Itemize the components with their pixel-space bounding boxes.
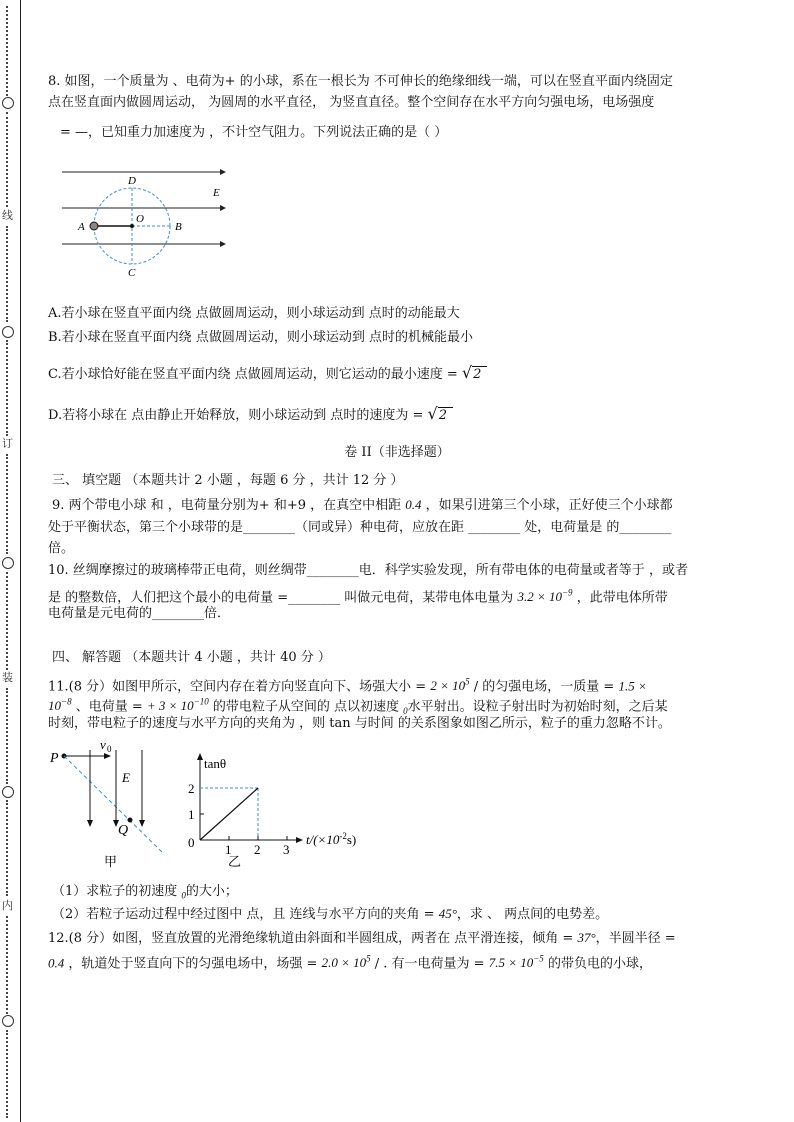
q12-text: ，半圆半径 =	[595, 931, 676, 946]
q8-option-c: C.若小球恰好能在竖直平面内绕 点做圆周运动，则它运动的最小速度 = √2	[48, 365, 487, 383]
q8-option-b: B.若小球在竖直平面内绕 点做圆周运动，则小球运动到 点时的机械能最小	[48, 330, 473, 345]
q12-field-exp: 5	[366, 954, 371, 964]
dotted-line	[6, 572, 10, 670]
xaxis-exp: -2	[339, 831, 347, 841]
dotted-line	[6, 226, 10, 322]
label-v0-sub: 0	[107, 744, 112, 754]
binding-hole-icon	[2, 557, 14, 569]
q12-text: 的带负电的小球，	[547, 956, 652, 972]
ytick-1: 1	[188, 807, 195, 822]
q10-charge-base: 3.2 × 10	[517, 589, 562, 605]
yaxis-label: tanθ	[204, 756, 227, 771]
q11-line1	[48, 674, 647, 695]
q12-line1	[48, 930, 676, 947]
binding-char-ding: 订	[2, 437, 13, 450]
q10-line2	[48, 585, 668, 606]
q11-sub1-text: （1）求粒子的初速度	[52, 884, 182, 899]
q10-charge-exp: −9	[561, 588, 573, 598]
q9-line2: 处于平衡状态，第三个小球带的是________（同或异）种电荷，应放在距 ________ 处，电荷量是 的________	[48, 520, 672, 535]
q11-charge	[147, 698, 209, 713]
q11-sub2-text: （2）若粒子运动过程中经过图中 点，且 连线与水平方向的夹角 =	[52, 907, 435, 922]
binding-hole-icon	[2, 326, 14, 338]
q9-text: ，如果引进第三个小球，正好使三个小球都	[425, 498, 673, 513]
xtick-1: 1	[225, 842, 232, 857]
q10-line1: 10. 丝绸摩擦过的玻璃棒带正电荷，则丝绸带________电．科学实验发现，所有带电体的电荷量或者等于 ，或者	[48, 563, 688, 578]
section4-title: 四、 解答题 （本题共计 4 小题 ，共计 40 分 ）	[52, 650, 331, 665]
q11-text: 的带电粒子从空间的 点以初速度	[212, 699, 404, 715]
q12-text: ，轨道处于竖直向下的匀强电场中，场强 =	[68, 956, 318, 972]
label-O: O	[136, 213, 144, 225]
q8-option-a: A.若小球在竖直平面内绕 点做圆周运动，则小球运动到 点时的动能最大	[48, 306, 460, 321]
q9-distance: 0.4	[405, 497, 422, 512]
figure-yi	[184, 750, 384, 870]
q8-line3: = —，已知重力加速度为 ，不计空气阻力。下列说法正确的是（ ）	[60, 125, 448, 140]
q11-field-exp: 5	[465, 677, 470, 687]
q11-mass-exp	[48, 698, 72, 713]
caption-jia: 甲	[104, 855, 118, 870]
label-D: D	[128, 175, 136, 187]
q12-radius: 0.4	[48, 955, 65, 971]
q11-mass-power: −8	[61, 697, 72, 707]
q11-text: 水平射出。设粒子射出时为初始时刻，之后某	[407, 699, 668, 715]
label-B: B	[175, 221, 182, 233]
label-A: A	[78, 221, 85, 233]
binding-char-zhuang: 装	[2, 671, 13, 684]
part2-title-text: 卷 II（非选择题）	[344, 445, 450, 460]
q12-field-base: 2.0 × 10	[321, 955, 367, 971]
q9-text: 9. 两个带电小球 和 ，电荷量分别为+ 和+9 ，在真空中相距	[52, 498, 402, 513]
binding-hole-icon	[2, 97, 14, 109]
q11-sub2-text: ，求 、 两点间的电势差。	[456, 907, 609, 922]
q12-line2	[48, 951, 652, 972]
q11-field-base: 2 × 10	[430, 678, 466, 694]
binding-char-xian: 线	[2, 209, 13, 222]
q10-charge	[517, 589, 572, 604]
dotted-line	[6, 688, 10, 784]
label-C: C	[128, 267, 136, 279]
section3-title: 三、 填空题 （本题共计 2 小题 ，每题 6 分 ，共计 12 分 ）	[52, 473, 404, 488]
q11-charge-base: + 3 × 10	[146, 698, 194, 714]
q12-charge	[489, 955, 544, 970]
dotted-line	[6, 6, 10, 96]
part2-title	[0, 445, 794, 461]
figure-jia	[44, 736, 179, 870]
q11-text: 、电荷量 =	[75, 699, 143, 715]
q12-text: / . 有一电荷量为 =	[374, 956, 485, 972]
q11-v0-sub: 0	[403, 705, 408, 716]
binding-margin	[0, 0, 21, 1122]
xaxis-unit: s)	[346, 832, 357, 847]
q11-angle: 45°	[438, 906, 457, 921]
dotted-line	[6, 1030, 10, 1118]
q11-field	[430, 678, 469, 693]
q8-line2: 点在竖直面内做圆周运动， 为圆周的水平直径， 为竖直直径。整个空间存在水平方向匀强电场，电场强度	[48, 95, 655, 110]
label-Q: Q	[118, 823, 129, 838]
xtick-3: 3	[283, 842, 290, 857]
q12-text: 12.(8 分）如图，竖直放置的光滑绝缘轨道由斜面和半圆组成，两者在 点平滑连接，倾角 =	[48, 931, 574, 946]
origin-label: 0	[188, 835, 195, 850]
ytick-2: 2	[188, 781, 195, 796]
dotted-line	[6, 800, 10, 896]
dotted-line	[6, 454, 10, 554]
binding-hole-icon	[2, 786, 14, 798]
q10-text: 是 的整数倍，人们把这个最小的电荷量 =________ 叫做元电荷，某带电体电量为	[48, 590, 514, 606]
xaxis-label-text: t/(×10	[306, 832, 340, 847]
label-P: P	[50, 751, 59, 766]
label-E: E	[213, 187, 220, 199]
q9-line1	[52, 497, 673, 514]
label-v0: v	[100, 737, 106, 752]
q11-text: / 的匀强电场，一质量 =	[473, 679, 615, 695]
q11-sub1-text: 的大小；	[185, 884, 238, 899]
dotted-line	[6, 112, 10, 207]
q11-mass: 1.5 ×	[618, 678, 647, 694]
q12-charge-base: 7.5 × 10	[488, 955, 534, 971]
dotted-line	[6, 916, 10, 1014]
binding-char-nei: 内	[2, 899, 13, 912]
q11-mass-base: 10	[48, 698, 61, 714]
q8-option-d: D.若将小球在 点由静止开始释放，则小球运动到 点时的速度为 = √2	[48, 406, 453, 424]
sqrt-value: 2	[438, 407, 453, 424]
q9-line3: 倍。	[48, 541, 75, 556]
caption-yi: 乙	[228, 855, 242, 870]
sqrt-value: 2	[472, 366, 487, 383]
q11-sub1	[52, 884, 238, 904]
q11-text: 11.(8 分）如图甲所示，空间内存在着方向竖直向下、场强大小 =	[48, 679, 427, 695]
binding-hole-icon	[2, 1015, 14, 1027]
q8-option-d-text: D.若将小球在 点由静止开始释放，则小球运动到 点时的速度为 =	[48, 408, 424, 423]
q8-figure	[58, 160, 228, 280]
q11-sub2	[52, 906, 608, 923]
q12-angle: 37°	[577, 930, 596, 945]
q11-charge-exp: −10	[193, 697, 209, 707]
q11-line3: 时刻，带电粒子的速度与水平方向的夹角为 ，则 tan 与时间 的关系图象如图乙所示，粒子的重力忽略不计。	[48, 716, 671, 731]
xtick-2: 2	[254, 842, 261, 857]
dotted-line	[6, 340, 10, 436]
q12-charge-exp: −5	[533, 954, 544, 964]
q12-field	[322, 955, 371, 970]
label-E: E	[122, 770, 130, 785]
q8-line1: 8. 如图，一个质量为 、电荷为+ 的小球，系在一根长为 不可伸长的绝缘细线一端，可以在竖直平面内绕固定	[48, 74, 673, 89]
q11-sub1-sub: 0	[181, 890, 186, 901]
xaxis-label	[306, 831, 356, 847]
q10-line3: 电荷量是元电荷的________倍．	[48, 606, 231, 621]
q10-text: ，此带电体所带	[576, 590, 668, 606]
q8-option-c-text: C.若小球恰好能在竖直平面内绕 点做圆周运动，则它运动的最小速度 =	[48, 367, 458, 382]
